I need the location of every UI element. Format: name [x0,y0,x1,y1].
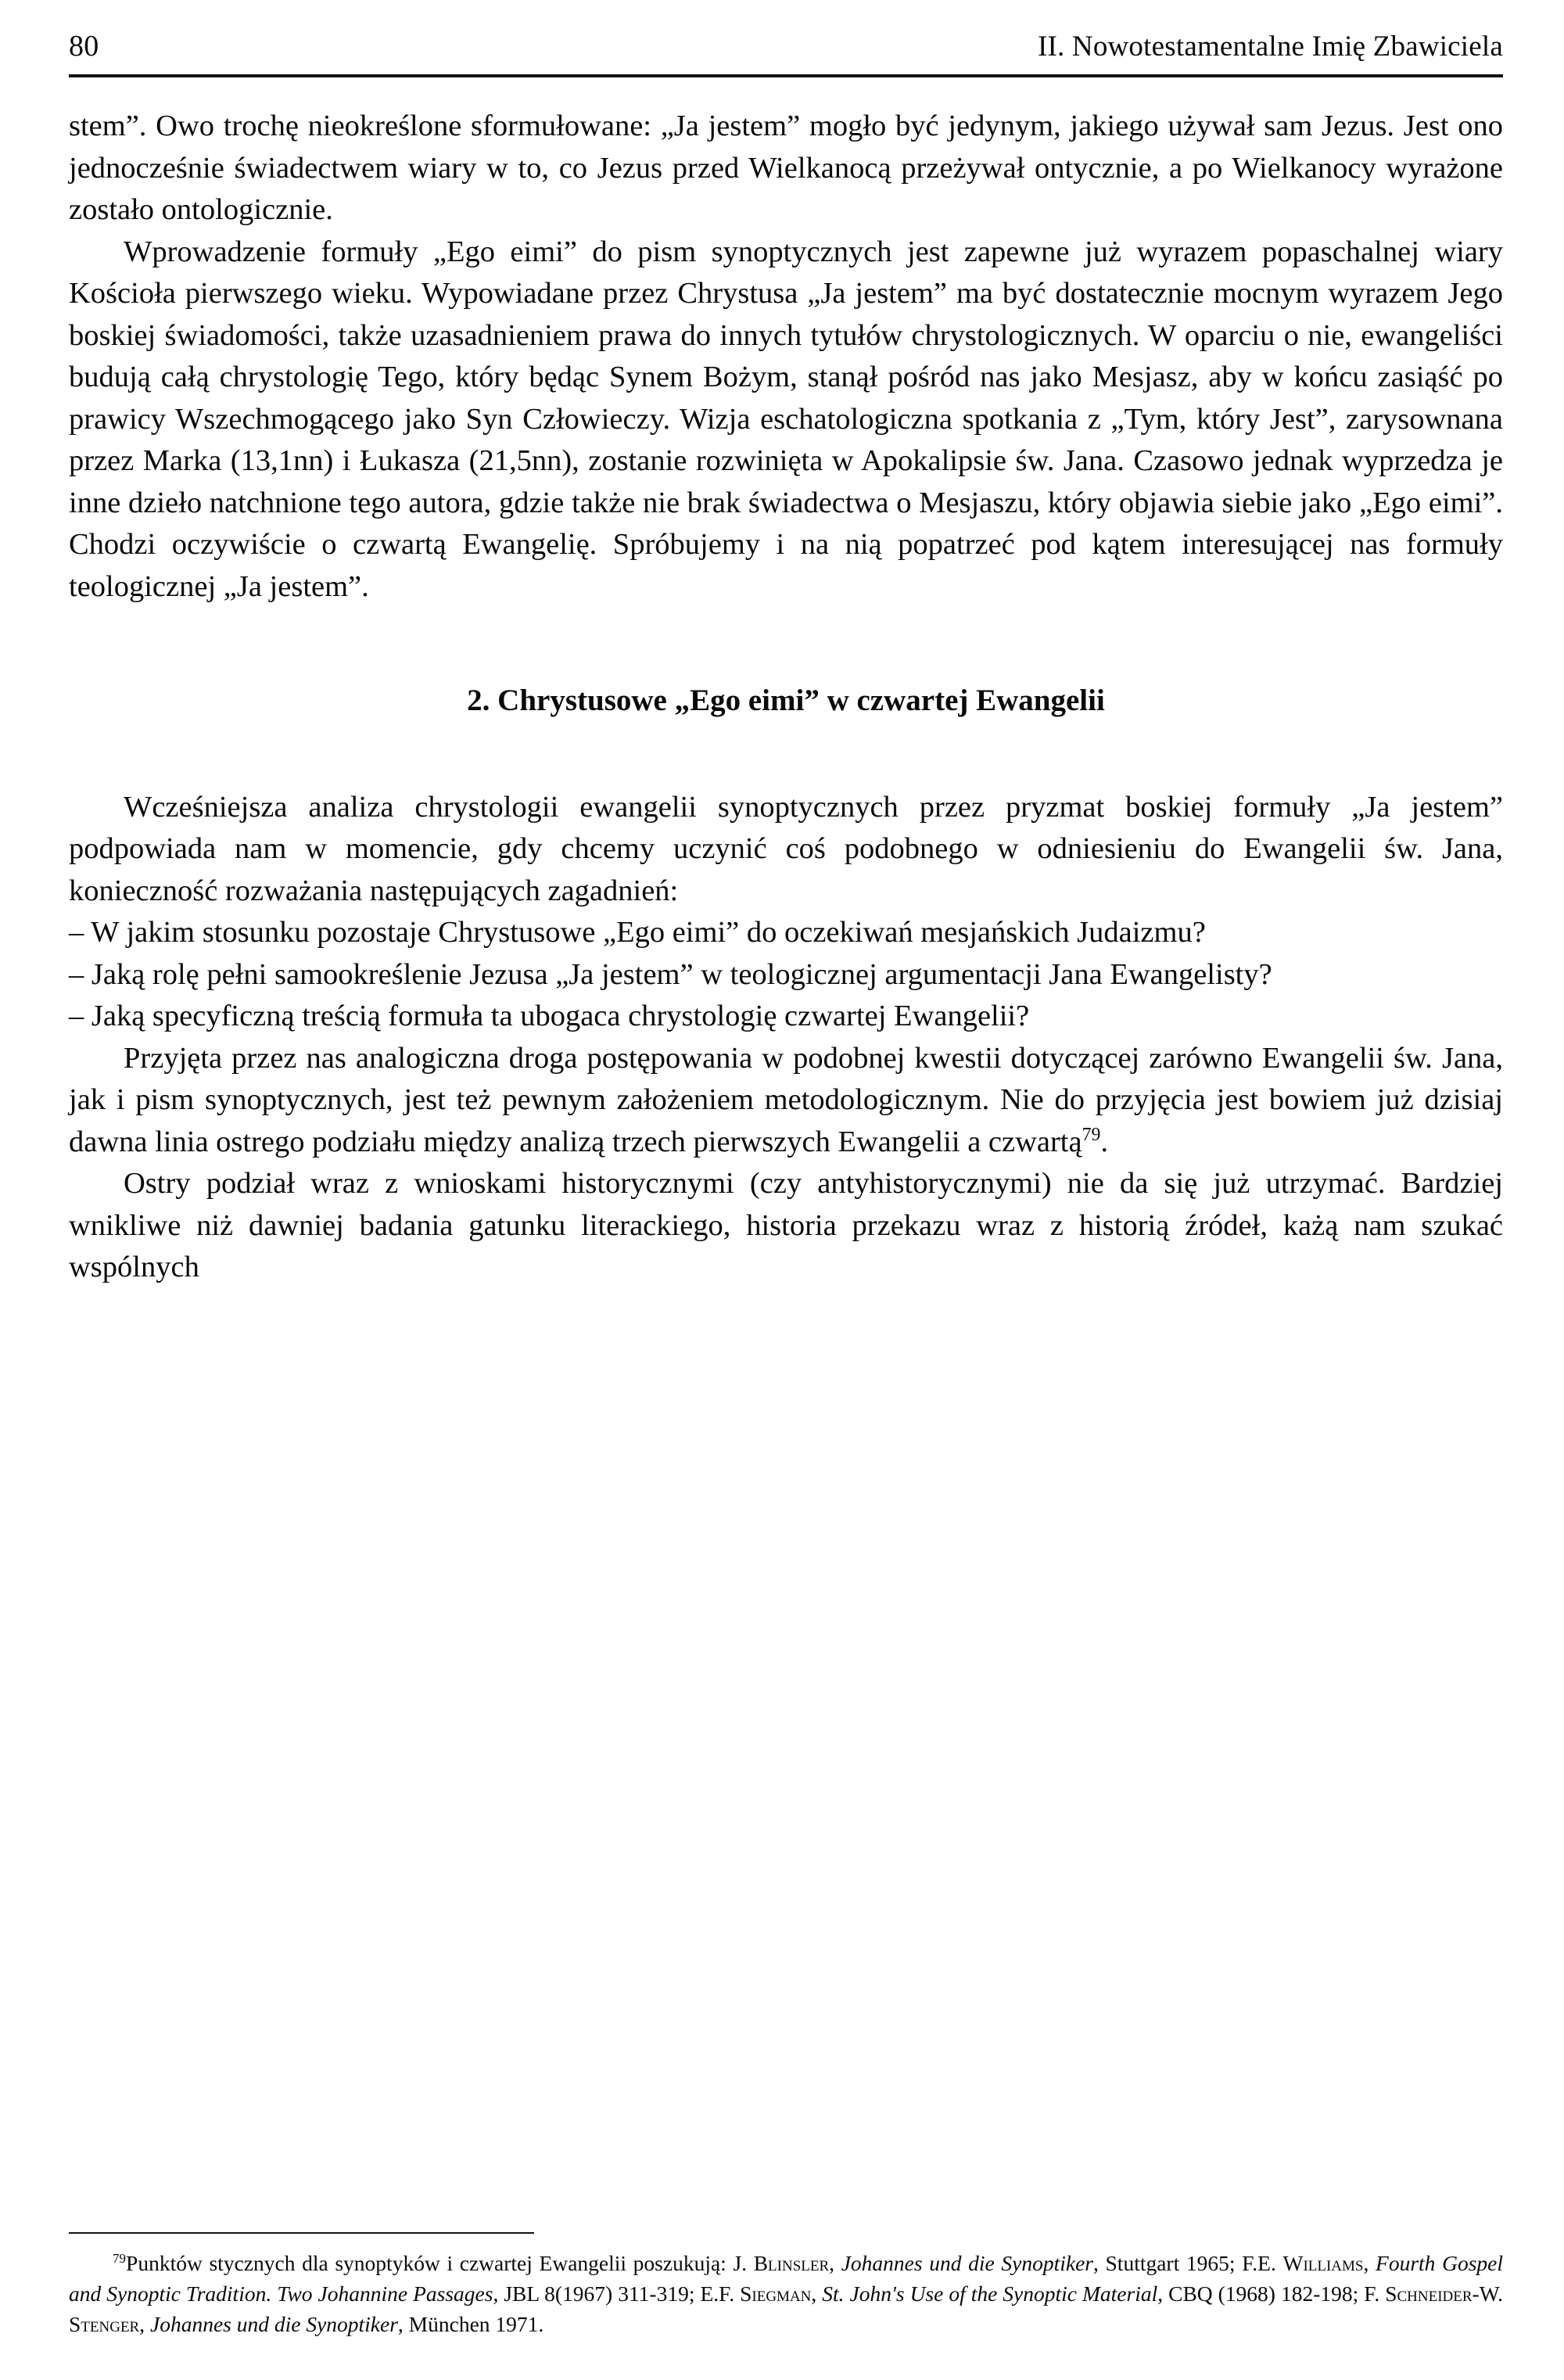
footnote-segment-7: Fourth Gospel and Synoptic Tradition. Two Johannine Passages [69,2251,1503,2306]
footnote-marker-79: 79 [113,2250,127,2266]
footnote-segment-17: Johannes und die Synoptiker [149,2312,398,2336]
paragraph-przyjeta [69,1038,1503,1164]
question-item-2: – Jaką rolę pełni samookreślenie Jezusa „Ja jestem” w teologicznej argumentacji Jana Ewangelisty? [69,957,1272,991]
page-number: 80 [69,30,99,63]
footnote-segment-12: , CBQ (1968) 182-198; F. [1157,2281,1386,2306]
footnote-separator-rule [69,2232,534,2234]
footnote-segment-3: Johannes und die Synoptiker [841,2251,1093,2275]
footnote-segment-9: Siegman [740,2281,812,2306]
page-content-area [69,0,1503,2380]
footnote-segment-8: , JBL 8(1967) 311-319; E.F. [493,2281,741,2306]
paragraph-continuation: stem”. Owo trochę nieokreślone sformułowane: „Ja jestem” mogło być jedynym, jakiego używał sam Jezus. Jest ono jednocześnie świadectwem wiary w to, co Jezus przed Wielkanocą przeżywał ontycznie, a po Wielkanocy wyrażone zostało ontologicznie. [69,109,1503,226]
body-text-column [69,106,1503,1289]
footnote-zone [69,2232,1503,2339]
footnote-segment-11: St. John's Use of the Synoptic Material [822,2281,1158,2306]
paragraph-ostry-podzial: Ostry podział wraz z wnioskami historycznymi (czy antyhistorycznymi) nie da się już utrzymać. Bardziej wnikliwe niż dawniej badania gatunku literackiego, historia przekazu wraz z historią źródeł, każą nam szukać wspólnych [69,1167,1503,1284]
footnote-body [69,2251,1503,2336]
paragraph-przyjeta-text: Przyjęta przez nas analogiczna droga postępowania w podobnej kwestii dotyczącej zarówno Ewangelii św. Jana, jak i pism synoptycznych, jest też pewnym założeniem metodologicznym. Nie do przyjęcia jest bowiem już dzisiaj dawna linia ostrego podziału między analizą trzech pierwszych Ewangelii a czwartą [69,1041,1503,1158]
footnote-segment-14: -W. [1472,2281,1504,2306]
paragraph-wprowadzenie: Wprowadzenie formuły „Ego eimi” do pism synoptycznych jest zapewne już wyrazem popaschalnej wiary Kościoła pierwszego wieku. Wypowiadane przez Chrystusa „Ja jestem” ma być dostatecznie mocnym wyrazem Jego boskiej świadomości, także uzasadnieniem prawa do innych tytułów chrystologicznych. W oparciu o nie, ewangeliści budują całą chrystologię Tego, który będąc Synem Bożym, stanął pośród nas jako Mesjasz, aby w końcu zasiąść po prawicy Wszechmogącego jako Syn Człowieczy. Wizja eschatologiczna spotkania z „Tym, który Jest”, zarysownana przez Marka (13,1nn) i Łukasza (21,5nn), zostanie rozwinięta w Apokalipsie św. Jana. Czasowo jednak wyprzedza je inne dzieło natchnione tego autora, gdzie także nie brak świadectwa o Mesjaszu, który objawia siebie jako „Ego eimi”. Chodzi oczywiście o czwartą Ewangelię. Spróbujemy i na nią popatrzeć pod kątem interesującej nas formuły teologicznej „Ja jestem”. [69,235,1503,603]
footnote-segment-16: , [139,2312,150,2336]
question-item-3: – Jaką specyficzną treścią formuła ta ubogaca chrystologię czwartej Ewangelii? [69,1000,1030,1033]
footnote-segment-10: , [811,2281,823,2306]
footnote-segment-4: , Stuttgart 1965; F.E. [1092,2251,1283,2275]
header-rule [69,74,1503,77]
running-head-title: II. Nowotestamentalne Imię Zbawiciela [1037,31,1503,63]
footnote-segment-6: , [1363,2251,1376,2275]
running-head [69,0,1503,61]
question-item-1: – W jakim stosunku pozostaje Chrystusowe „Ego eimi” do oczekiwań mesjańskich Judaizmu? [69,916,1206,949]
footnote-segment-15: Stenger [69,2312,140,2336]
footnote-segment-13: Schneider [1385,2281,1473,2306]
footnote-79 [69,2248,1503,2339]
footnote-segment-1: Blinsler [753,2251,830,2275]
footnote-segment-18: , München 1971. [397,2312,544,2336]
footnote-segment-5: Williams [1282,2251,1364,2275]
paragraph-przyjeta-period: . [1100,1125,1109,1158]
section-heading: 2. Chrystusowe „Ego eimi” w czwartej Ewangelii [467,684,1105,717]
paragraph-wczesniejsza: Wcześniejsza analiza chrystologii ewangelii synoptycznych przez pryzmat boskiej formuły „Ja jestem” podpowiada nam w momencie, gdy chcemy uczynić coś podobnego w odniesieniu do Ewangelii św. Jana, konieczność rozważania następujących zagadnień: [69,790,1503,907]
footnote-reference-79[interactable]: 79 [1082,1124,1101,1145]
footnote-segment-2: , [829,2251,841,2275]
footnote-segment-0: Punktów stycznych dla synoptyków i czwartej Ewangelii poszukują: J. [126,2251,754,2275]
